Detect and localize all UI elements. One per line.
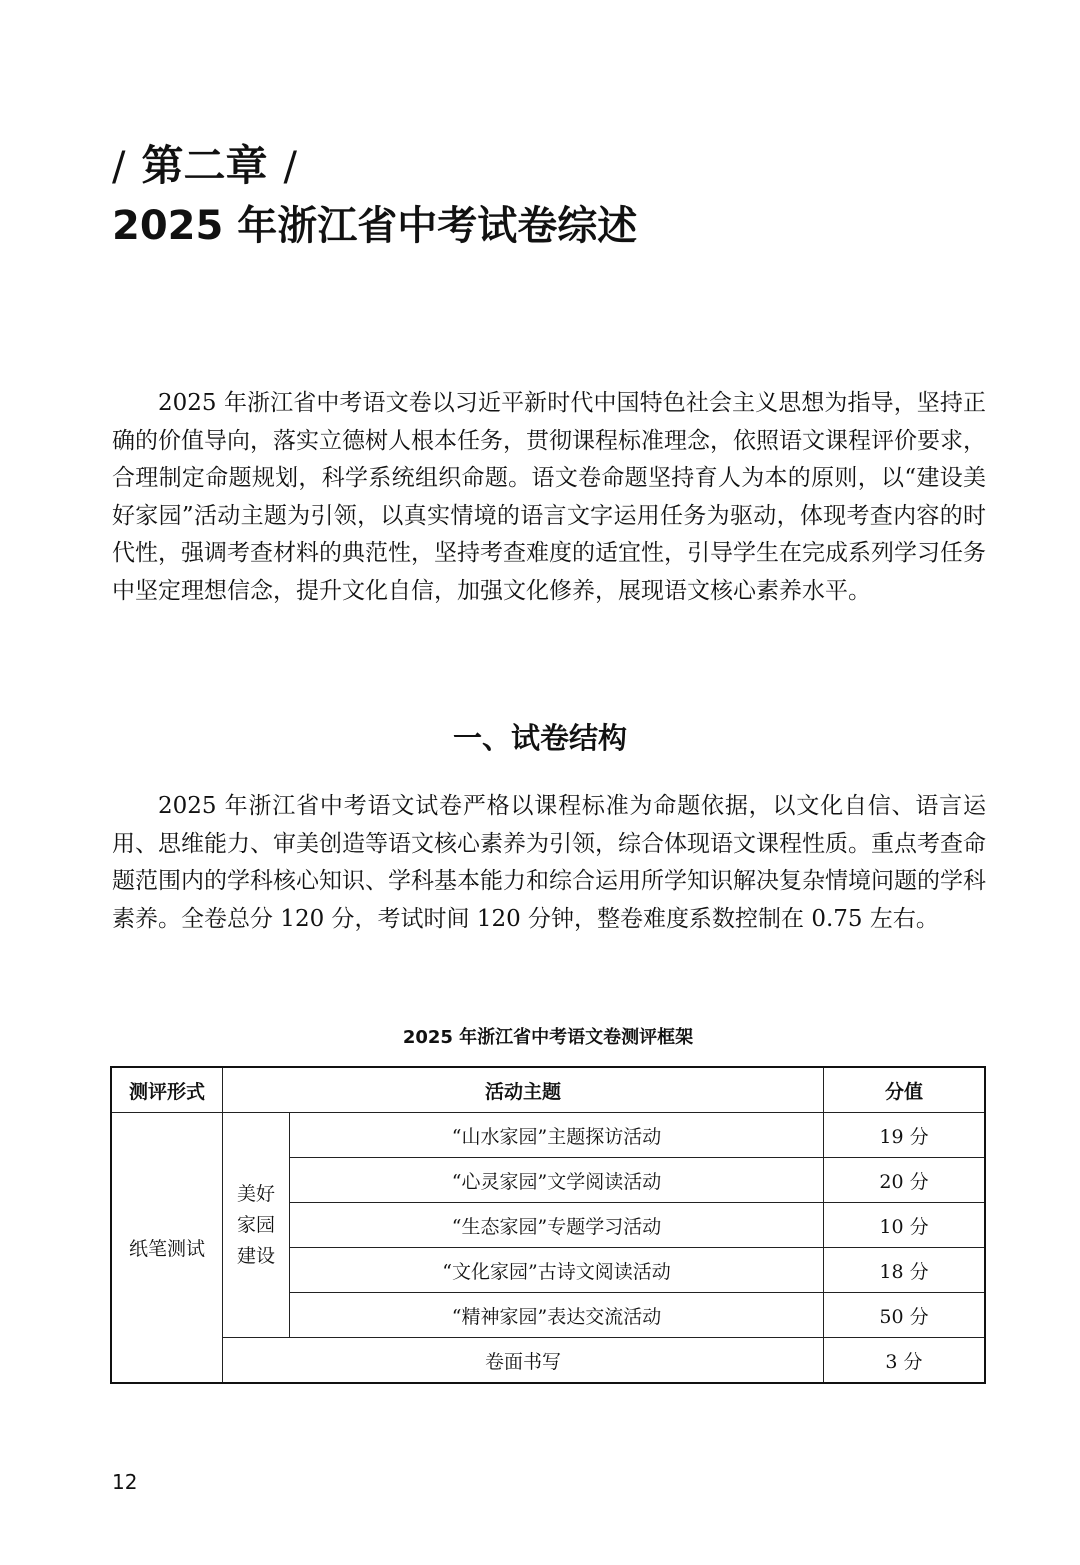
header-score: 分值 [824,1067,986,1113]
section-heading: 一、试卷结构 [452,721,627,755]
table-row-writing [111,1338,985,1384]
activity-cell: “心灵家园”文学阅读活动 [290,1158,824,1203]
score-cell: 10 分 [824,1203,986,1248]
activity-cell: “山水家园”主题探访活动 [290,1113,824,1158]
section-paragraph: 2025 年浙江省中考语文试卷严格以课程标准为命题依据，以文化自信、语言运用、思维能力、审美创造等语文核心素养为引领，综合体现语文课程性质。重点考查命题范围内的学科核心知识、学科基本能力和综合运用所学知识解决复杂情境问题的学科素养。全卷总分 120 分，考试时间 120 分钟，整卷难度系数控制在 0.75 左右。 [112,793,986,932]
writing-score-cell: 3 分 [824,1338,986,1384]
theme-group-text [223,1179,289,1272]
chapter-heading [112,138,297,195]
header-form: 测评形式 [111,1067,223,1113]
table-caption: 2025 年浙江省中考语文卷测评框架 [402,1027,694,1048]
table-row [111,1113,985,1158]
activity-cell: “文化家园”古诗文阅读活动 [290,1248,824,1293]
chapter-slash-right: / [283,144,297,190]
activity-cell: “精神家园”表达交流活动 [290,1293,824,1338]
activity-cell: “生态家园”专题学习活动 [290,1203,824,1248]
header-theme: 活动主题 [223,1067,824,1113]
chapter-label: 第二章 [141,141,268,190]
chapter-slash-left: / [112,144,126,190]
score-cell: 50 分 [824,1293,986,1338]
page-number: 12 [112,1470,138,1494]
form-cell: 纸笔测试 [111,1113,223,1384]
theme-group-cell [223,1113,290,1338]
score-cell: 18 分 [824,1248,986,1293]
intro-paragraph: 2025 年浙江省中考语文卷以习近平新时代中国特色社会主义思想为指导，坚持正确的价值导向，落实立德树人根本任务，贯彻课程标准理念，依照语文课程评价要求，合理制定命题规划，科学系统组织命题。语文卷命题坚持育人为本的原则，以“建设美好家园”活动主题为引领，以真实情境的语言文字运用任务为驱动，体现考查内容的时代性，强调考查材料的典范性，坚持考查难度的适宜性，引导学生在完成系列学习任务中坚定理想信念，提升文化自信，加强文化修养，展现语文核心素养水平。 [112,390,986,604]
writing-activity-cell: 卷面书写 [223,1338,824,1384]
score-cell: 19 分 [824,1113,986,1158]
theme-group-line: 美好 [236,1182,275,1205]
theme-group-line: 家园 [236,1213,275,1236]
theme-group-line: 建设 [236,1244,275,1267]
score-cell: 20 分 [824,1158,986,1203]
assessment-table [110,1066,986,1384]
page-title: 2025 年浙江省中考试卷综述 [112,203,638,249]
table-header-row [111,1067,985,1113]
